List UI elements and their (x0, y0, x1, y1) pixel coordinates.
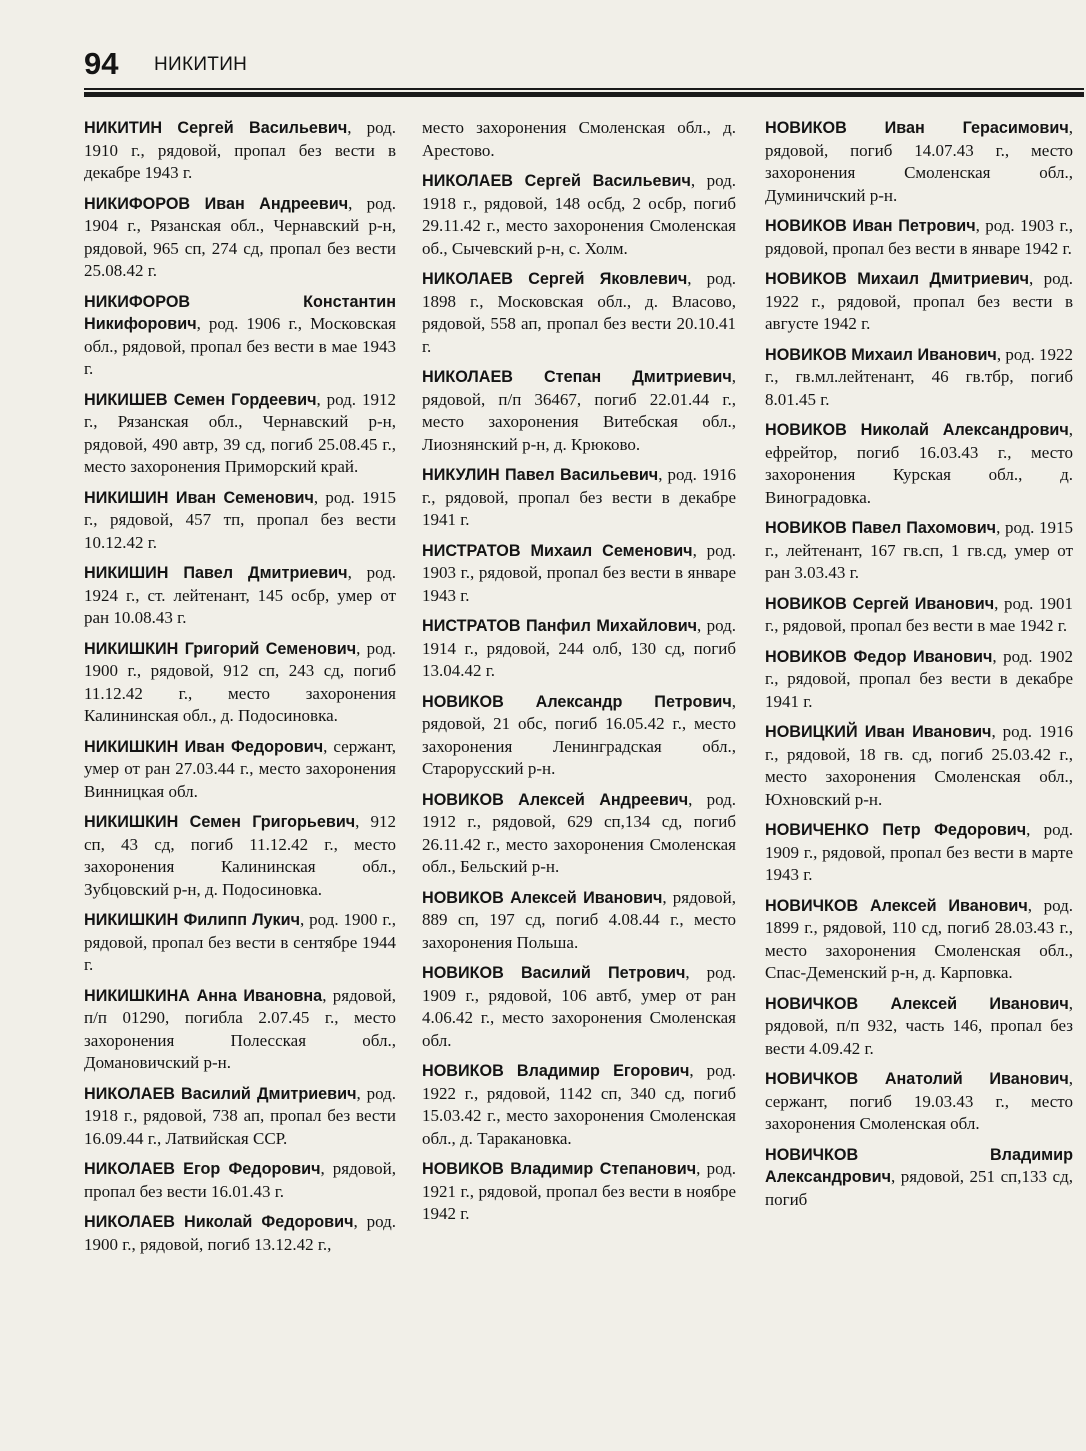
entry-name: НОВИКОВ Владимир Степанович (422, 1160, 697, 1178)
page-number: 94 (84, 46, 119, 81)
entry-details: , рядовой, 251 сп,133 сд, погиб (765, 1167, 1073, 1209)
entry-name: НИКОЛАЕВ Егор Федорович (84, 1160, 321, 1178)
header-rule-thick (84, 92, 1084, 97)
register-entry (422, 887, 736, 955)
entry-details: , род. 1924 г., ст. лейтенант, 145 осбр, умер от ран 10.08.43 г. (84, 563, 396, 627)
entry-details: , род. 1918 г., рядовой, 738 ап, пропал без вести 16.09.44 г., Латвийская ССР. (84, 1083, 396, 1148)
entry-name: НОВИКОВ Алексей Андреевич (422, 790, 689, 809)
register-entry (422, 464, 736, 532)
register-entry (422, 1060, 736, 1150)
entry-details: , род. 1906 г., Московская обл., рядовой, пропал без вести в мае 1943 г. (84, 314, 396, 378)
register-entry (765, 895, 1073, 985)
register-entry (765, 646, 1073, 714)
register-entry (765, 993, 1073, 1061)
entry-details: , род. 1900 г., рядовой, погиб 13.12.42 г., (84, 1212, 396, 1254)
entry-details: , род. 1915 г., лейтенант, 167 гв.сп, 1 гв.сд, умер от ран 3.03.43 г. (765, 518, 1073, 582)
entry-details: , род. 1912 г., рядовой, 629 сп,134 сд, погиб 26.11.42 г., место захоронения Смоленская обл., Бельский р-н. (422, 789, 736, 876)
register-entry (765, 117, 1073, 207)
column-1 (84, 117, 396, 1264)
entry-details: , сержант, умер от ран 27.03.44 г., место захоронения Винницкая обл. (84, 736, 396, 801)
entry-details: , род. 1902 г., рядовой, пропал без вести в декабре 1941 г. (765, 646, 1073, 711)
entry-name: НИКОЛАЕВ Николай Федорович (84, 1213, 354, 1231)
entry-name: НИКИШЕВ Семен Гордеевич (84, 390, 317, 409)
entry-name: НОВИКОВ Александр Петрович (422, 692, 732, 711)
entry-name: НОВИЧКОВ Алексей Иванович (765, 994, 1069, 1013)
register-entry (422, 962, 736, 1052)
entry-name: НИКИШКИН Григорий Семенович (84, 639, 357, 658)
register-entry (422, 117, 736, 162)
entry-details: , род. 1916 г., рядовой, 18 гв. сд, погиб 25.03.42 г., место захоронения Смоленская обл., Юхновский р-н. (765, 722, 1073, 809)
entry-details: , рядовой, 21 обс, погиб 16.05.42 г., место захоронения Ленинградская обл., Старорусский р-н. (422, 691, 736, 778)
register-entry (84, 487, 396, 555)
register-entry (765, 721, 1073, 811)
entry-details: , рядовой, п/п 932, часть 146, пропал без вести 4.09.42 г. (765, 993, 1073, 1058)
entry-name: НИКИШКИН Филипп Лукич (84, 911, 301, 929)
entry-name: НОВИКОВ Николай Александрович (765, 421, 1069, 439)
register-entry (422, 268, 736, 358)
entry-name: НОВИКОВ Алексей Иванович (422, 888, 663, 907)
register-entry (765, 215, 1073, 260)
entry-details: , род. 1916 г., рядовой, пропал без вести в декабре 1941 г. (422, 465, 736, 529)
entry-details: , род. 1899 г., рядовой, 110 сд, погиб 28.03.43 г., место захоронения Смоленская обл., Спас-Деменский р-н, д. Карповка. (765, 895, 1073, 982)
entry-details: , род. 1900 г., рядовой, 912 сп, 243 сд, погиб 11.12.42 г., место захоронения Калининская обл., д. Подосиновка. (84, 638, 396, 725)
entry-details: , род. 1898 г., Московская обл., д. Власово, рядовой, 558 ап, пропал без вести 20.10.41 г. (422, 269, 736, 356)
register-entry (84, 1211, 396, 1256)
entry-details: место захоронения Смоленская обл., д. Арестово. (422, 118, 736, 160)
entry-details: , род. 1922 г., рядовой, 1142 сп, 340 сд, погиб 15.03.42 г., место захоронения Смоленская обл., д. Таракановка. (422, 1061, 736, 1148)
entry-details: , рядовой, п/п 01290, погибла 2.07.45 г., место захоронения Полесская обл., Домановичский р-н. (84, 985, 396, 1072)
register-entry (765, 419, 1073, 509)
column-3 (765, 117, 1073, 1219)
entry-name: НИКИШКИН Иван Федорович (84, 737, 324, 756)
entry-name: НИКИШИН Иван Семенович (84, 488, 314, 507)
register-entry (84, 811, 396, 901)
entry-name: НОВИЦКИЙ Иван Иванович (765, 723, 992, 741)
register-entry (422, 615, 736, 683)
register-entry (422, 170, 736, 260)
register-entry (765, 593, 1073, 638)
entry-details: , род. 1922 г., рядовой, пропал без вести в августе 1942 г. (765, 269, 1073, 333)
register-entry (422, 1158, 736, 1226)
entry-name: НИКИТИН Сергей Васильевич (84, 119, 348, 137)
entry-name: НОВИЧЕНКО Петр Федорович (765, 821, 1027, 839)
entry-details: , род. 1914 г., рядовой, 244 олб, 130 сд, погиб 13.04.42 г. (422, 616, 736, 680)
register-entry (84, 117, 396, 185)
entry-details: , род. 1901 г., рядовой, пропал без вести в мае 1942 г. (765, 593, 1073, 635)
entry-details: , род. 1912 г., Рязанская обл., Чернавский р-н, рядовой, 490 автр, 39 сд, погиб 25.08.45 г., место захоронения Приморский край. (84, 389, 396, 476)
register-entry (84, 638, 396, 728)
register-entry (422, 540, 736, 608)
register-entry (765, 1144, 1073, 1212)
entry-name: НОВИКОВ Михаил Дмитриевич (765, 270, 1030, 288)
entry-name: НИКОЛАЕВ Сергей Яковлевич (422, 270, 688, 288)
register-entry (84, 1158, 396, 1203)
entry-name: НОВИКОВ Иван Петрович (765, 217, 976, 235)
entry-name: НИСТРАТОВ Михаил Семенович (422, 541, 693, 560)
entry-details: , 912 сп, 43 сд, погиб 11.12.42 г., место захоронения Калининская обл., Зубцовский р-н, д. Подосиновка. (84, 812, 397, 899)
entry-name: НИКОЛАЕВ Сергей Васильевич (422, 172, 691, 190)
register-entry (84, 909, 396, 977)
entry-details: , сержант, погиб 19.03.43 г., место захоронения Смоленская обл. (765, 1069, 1073, 1133)
entry-details: , род. 1921 г., рядовой, пропал без вести в ноябре 1942 г. (422, 1159, 736, 1223)
entry-details: , рядовой, п/п 36467, погиб 22.01.44 г., место захоронения Витебская обл., Лиознянский р-н, д. Крюково. (422, 367, 736, 454)
register-entry (422, 366, 736, 456)
register-entry (84, 389, 396, 479)
column-2 (422, 117, 736, 1234)
register-entry (84, 562, 396, 630)
entry-details: , род. 1909 г., рядовой, 106 автб, умер от ран 4.06.42 г., место захоронения Смоленская обл. (422, 963, 736, 1050)
entry-details: , род. 1900 г., рядовой, пропал без вести в сентябре 1944 г. (84, 910, 396, 974)
entry-name: НОВИКОВ Василий Петрович (422, 964, 686, 982)
entry-name: НОВИЧКОВ Анатолий Иванович (765, 1070, 1069, 1088)
register-entry (84, 291, 396, 381)
entry-details: , род. 1909 г., рядовой, пропал без вести в марте 1943 г. (765, 820, 1073, 884)
entry-name: НОВИЧКОВ Алексей Иванович (765, 896, 1028, 915)
entry-name: НИКИФОРОВ Константин Никифорович (84, 292, 396, 333)
register-entry (422, 691, 736, 781)
running-head: НИКИТИН (154, 54, 248, 75)
entry-details: , род. 1903 г., рядовой, пропал без вести в январе 1943 г. (422, 540, 736, 605)
entry-details: , ефрейтор, погиб 16.03.43 г., место захоронения Курская обл., д. Виноградовка. (765, 420, 1073, 507)
entry-name: НИКИШИН Павел Дмитриевич (84, 564, 348, 582)
entry-name: НОВИКОВ Павел Пахомович (765, 519, 997, 537)
register-entry (84, 736, 396, 804)
entry-name: НОВИКОВ Иван Герасимович (765, 119, 1069, 137)
entry-details: , род. 1910 г., рядовой, пропал без вести в декабре 1943 г. (84, 118, 396, 182)
entry-name: НОВИКОВ Федор Иванович (765, 647, 993, 666)
entry-name: НОВИКОВ Михаил Иванович (765, 345, 997, 364)
register-entry (84, 193, 396, 283)
entry-details: , род. 1918 г., рядовой, 148 осбд, 2 осбр, погиб 29.11.42 г., место захоронения Смоленская об., Сычевский р-н, с. Холм. (422, 171, 736, 258)
register-entry (84, 1083, 396, 1151)
register-entry (765, 819, 1073, 887)
entry-details: , рядовой, пропал без вести 16.01.43 г. (84, 1159, 396, 1201)
entry-name: НОВИЧКОВ Владимир Александрович (765, 1145, 1073, 1186)
entry-name: НИСТРАТОВ Панфил Михайлович (422, 617, 698, 635)
entry-details: , род. 1903 г., рядовой, пропал без вести в январе 1942 г. (765, 216, 1074, 258)
entry-name: НИКИШКИН Семен Григорьевич (84, 813, 356, 831)
entry-name: НОВИКОВ Владимир Егорович (422, 1062, 690, 1080)
register-entry (765, 344, 1073, 412)
entry-details: , рядовой, 889 сп, 197 сд, погиб 4.08.44 г., место захоронения Польша. (422, 887, 736, 952)
header-rule-thin (84, 88, 1084, 90)
entry-name: НИКУЛИН Павел Васильевич (422, 466, 659, 484)
entry-details: , род. 1922 г., гв.мл.лейтенант, 46 гв.тбр, погиб 8.01.45 г. (765, 344, 1073, 409)
entry-name: НИКИШКИНА Анна Ивановна (84, 986, 323, 1005)
register-entry (422, 789, 736, 879)
entry-details: , род. 1915 г., рядовой, 457 тп, пропал без вести 10.12.42 г. (84, 487, 396, 552)
register-entry (765, 268, 1073, 336)
register-entry (84, 985, 396, 1075)
entry-name: НИКОЛАЕВ Василий Дмитриевич (84, 1084, 357, 1103)
register-entry (765, 517, 1073, 585)
entry-name: НОВИКОВ Сергей Иванович (765, 594, 995, 613)
register-entry (765, 1068, 1073, 1136)
entry-details: , рядовой, погиб 14.07.43 г., место захоронения Смоленская обл., Думиничский р-н. (765, 118, 1073, 205)
entry-details: , род. 1904 г., Рязанская обл., Чернавский р-н, рядовой, 965 сп, 274 сд, пропал без вести 25.08.42 г. (84, 193, 396, 280)
entry-name: НИКОЛАЕВ Степан Дмитриевич (422, 368, 732, 386)
entry-name: НИКИФОРОВ Иван Андреевич (84, 194, 349, 213)
